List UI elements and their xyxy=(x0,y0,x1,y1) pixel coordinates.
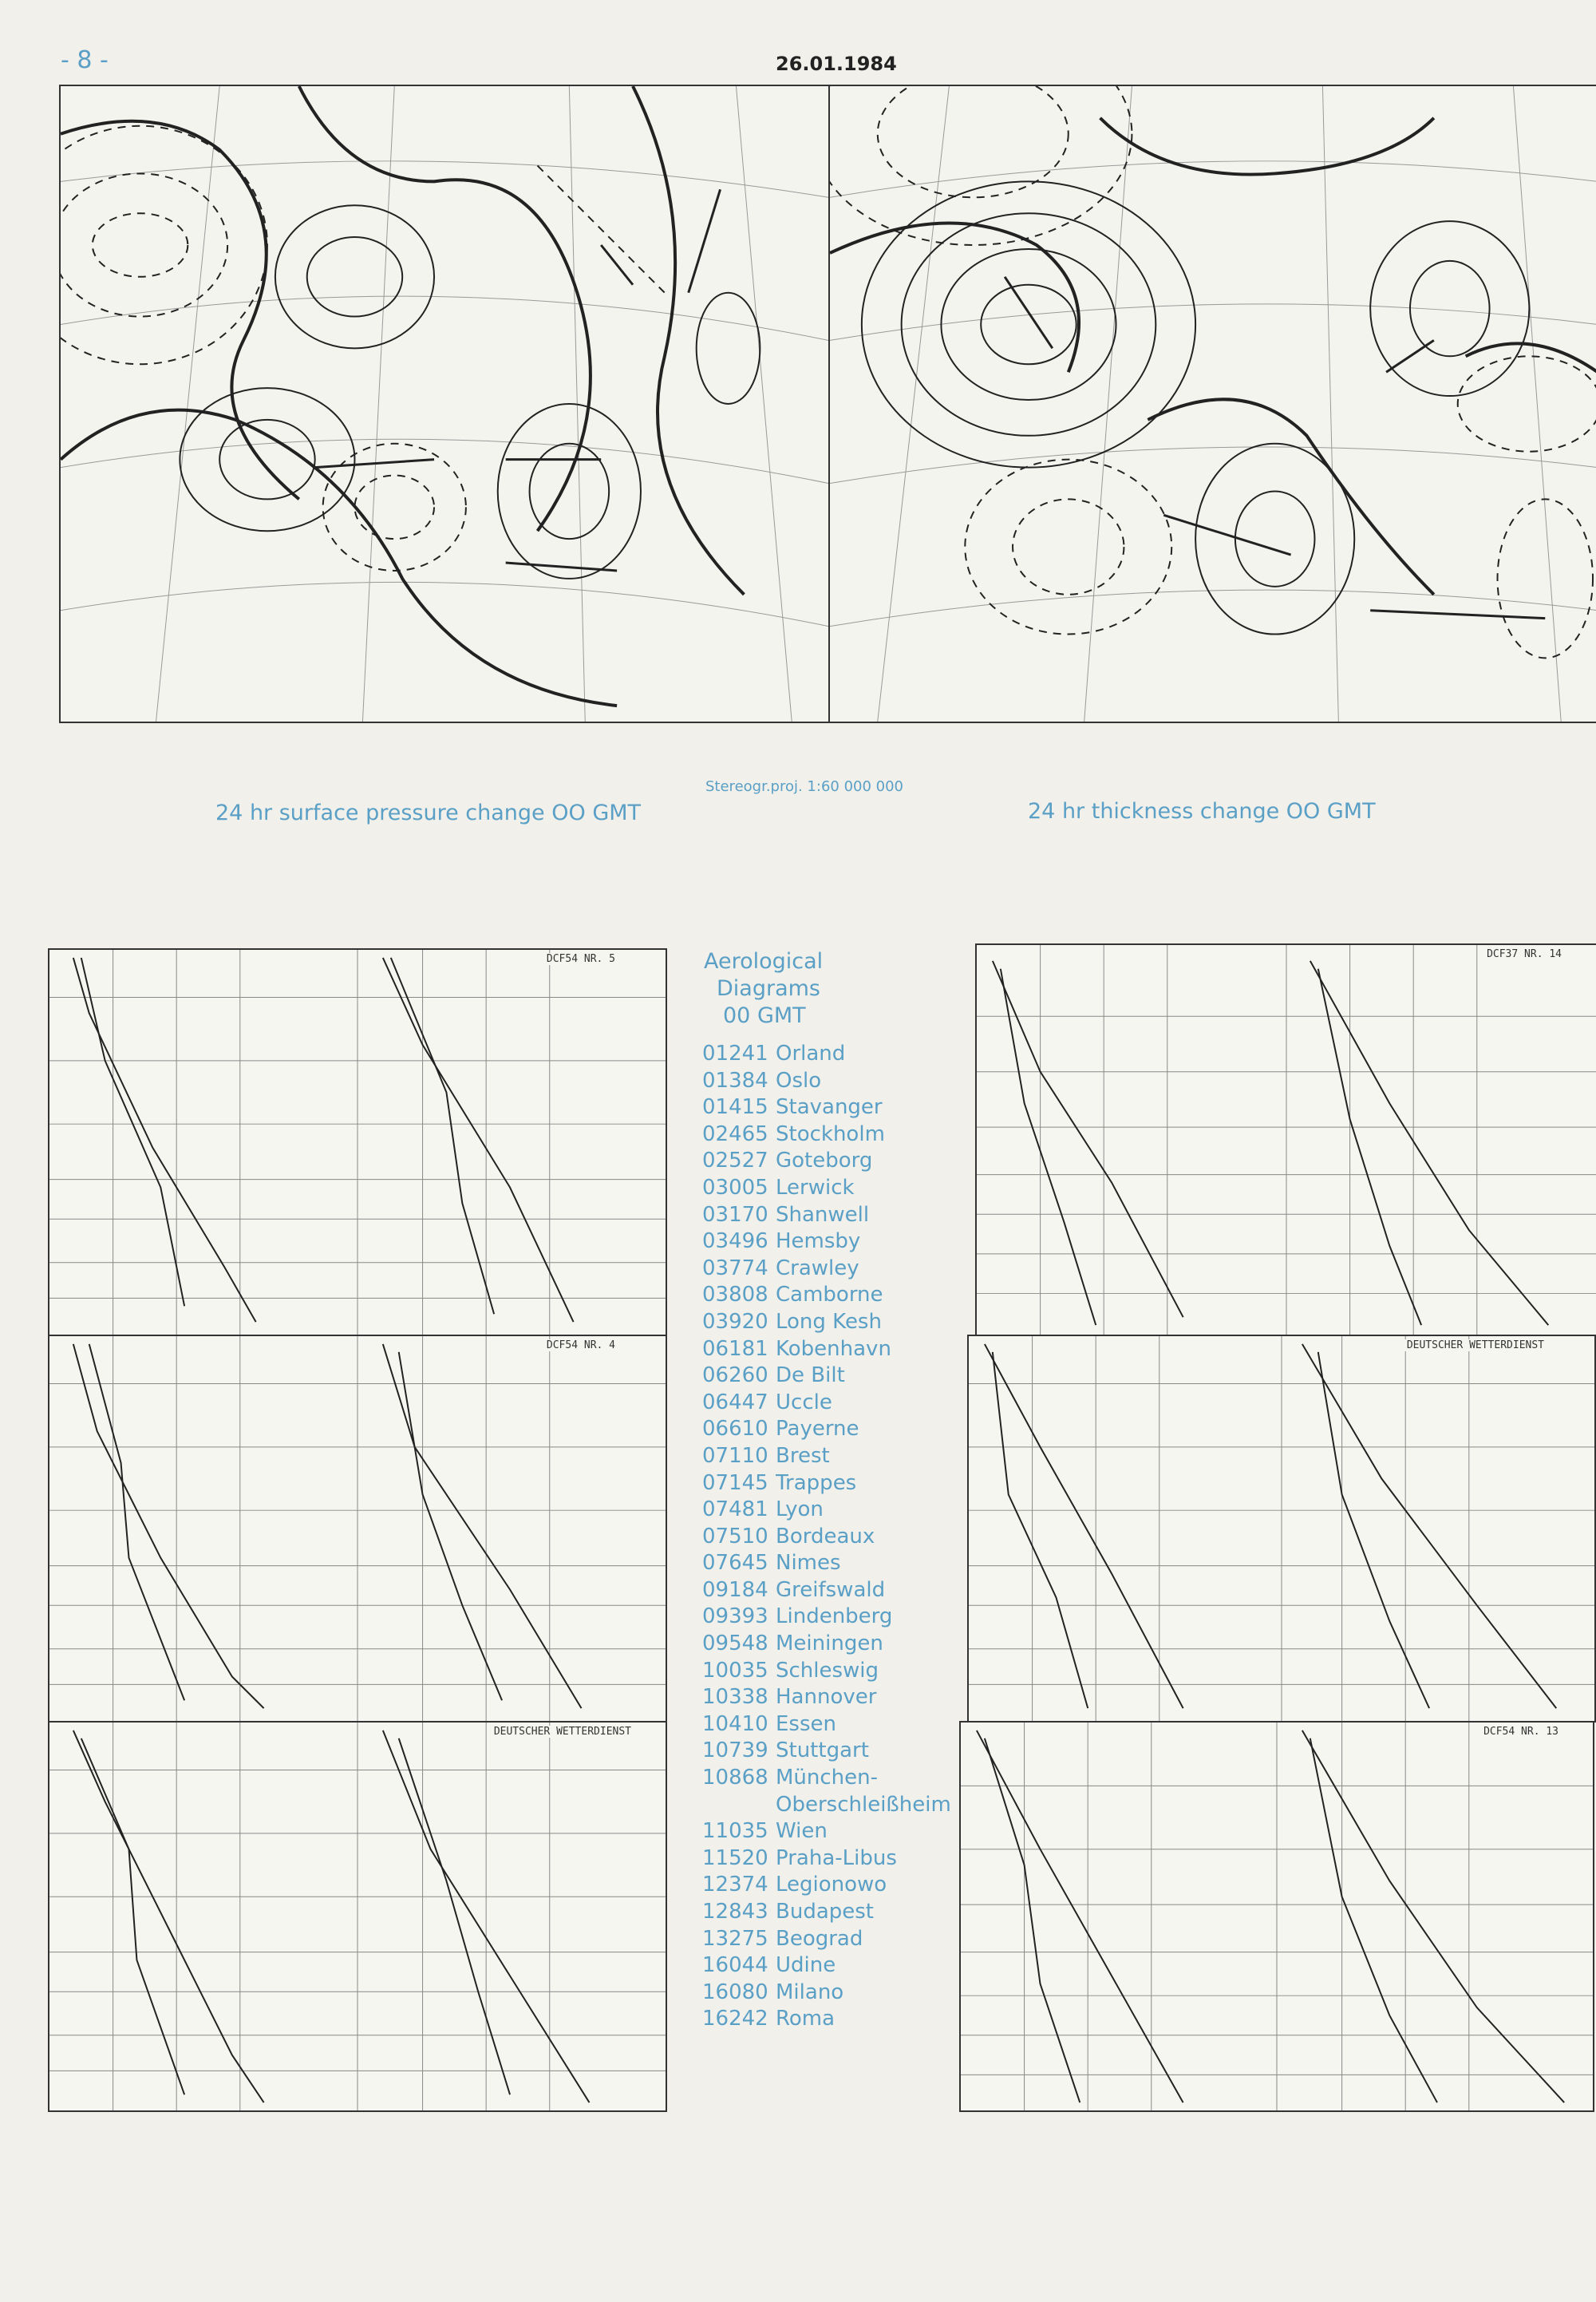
station-name: Hannover xyxy=(776,1685,877,1710)
station-name: Nimes xyxy=(776,1551,841,1576)
station-name: Shanwell xyxy=(776,1202,870,1227)
station-code: 03920 xyxy=(702,1309,768,1334)
station-row xyxy=(702,1041,950,1068)
station-name: Oslo xyxy=(776,1068,822,1093)
station-name: Crawley xyxy=(776,1256,859,1280)
station-code: 10338 xyxy=(702,1685,768,1710)
station-name: Schleswig xyxy=(776,1658,879,1683)
station-row xyxy=(702,1952,950,1980)
aerological-diagram-left-bottom xyxy=(48,1721,667,2112)
station-name: Long Kesh xyxy=(776,1309,882,1334)
station-row xyxy=(702,1068,950,1095)
station-name: München- xyxy=(776,1766,879,1790)
station-row xyxy=(702,1443,950,1470)
diagram-label: DEUTSCHER WETTERDIENST xyxy=(492,1726,634,1738)
station-code: 09393 xyxy=(702,1604,768,1629)
station-name: Legionowo xyxy=(776,1873,887,1897)
station-name: Greifswald xyxy=(776,1577,886,1602)
aerological-diagram-right-top xyxy=(975,943,1596,1338)
station-list xyxy=(702,1041,950,2033)
station-code: 01415 xyxy=(702,1095,768,1120)
station-name: Budapest xyxy=(776,1900,874,1924)
station-name: Lerwick xyxy=(776,1175,855,1200)
station-code: 01384 xyxy=(702,1068,768,1093)
station-row xyxy=(702,1631,950,1658)
station-code: 07481 xyxy=(702,1497,768,1522)
station-code: 10868 xyxy=(702,1766,768,1790)
station-name: Roma xyxy=(776,2007,836,2031)
station-name: Praha-Libus xyxy=(776,1845,897,1870)
aerological-diagrams-legend xyxy=(702,948,950,2033)
legend-title-line: Diagrams xyxy=(717,976,820,1001)
station-row xyxy=(702,1390,950,1417)
station-code xyxy=(702,1792,776,1819)
station-row xyxy=(702,1175,950,1202)
station-code: 06181 xyxy=(702,1336,768,1361)
diagram-label: DCF54 NR. 13 xyxy=(1481,1726,1561,1738)
station-name: Payerne xyxy=(776,1417,859,1442)
station-row xyxy=(702,1845,950,1873)
station-code: 10035 xyxy=(702,1658,768,1683)
station-code: 10739 xyxy=(702,1738,768,1763)
station-row xyxy=(702,1256,950,1283)
station-row xyxy=(702,1121,950,1149)
station-name: Uccle xyxy=(776,1390,832,1414)
station-row xyxy=(702,1684,950,1711)
legend-title xyxy=(704,948,950,1030)
station-row xyxy=(702,1818,950,1845)
station-name: Bordeaux xyxy=(776,1524,875,1549)
station-row xyxy=(702,1872,950,1899)
station-code: 07110 xyxy=(702,1443,768,1468)
station-code: 11520 xyxy=(702,1845,768,1870)
station-code: 13275 xyxy=(702,1926,768,1951)
station-name: Camborne xyxy=(776,1283,883,1307)
station-row xyxy=(702,1577,950,1604)
station-row xyxy=(702,1604,950,1631)
station-row xyxy=(702,1094,950,1121)
diagram-label: DCF54 NR. 4 xyxy=(544,1339,618,1351)
station-row xyxy=(702,1148,950,1175)
station-code: 10410 xyxy=(702,1711,768,1736)
left-map-caption: 24 hr surface pressure change OO GMT xyxy=(215,801,642,825)
station-code: 09184 xyxy=(702,1577,768,1602)
station-name: Brest xyxy=(776,1443,830,1468)
station-code: 16044 xyxy=(702,1953,768,1978)
station-code: 03808 xyxy=(702,1283,768,1307)
diagram-label: DCF54 NR. 5 xyxy=(544,953,618,965)
station-row xyxy=(702,1524,950,1551)
diagram-label: DCF37 NR. 14 xyxy=(1484,948,1564,960)
station-row xyxy=(702,1416,950,1443)
station-code: 12843 xyxy=(702,1900,768,1924)
station-code: 03774 xyxy=(702,1256,768,1280)
aerological-diagram-right-mid xyxy=(967,1335,1596,1723)
station-row xyxy=(702,1926,950,1953)
station-name: Udine xyxy=(776,1953,836,1978)
legend-title-line: 00 GMT xyxy=(723,1003,806,1028)
station-row xyxy=(702,1765,950,1792)
station-code: 09548 xyxy=(702,1632,768,1656)
station-code: 07645 xyxy=(702,1551,768,1576)
station-code: 07510 xyxy=(702,1524,768,1549)
station-row xyxy=(702,1282,950,1309)
station-row xyxy=(702,1550,950,1577)
station-code: 11035 xyxy=(702,1819,768,1844)
thickness-change-map xyxy=(828,85,1596,723)
station-row xyxy=(702,1980,950,2007)
station-row xyxy=(702,1497,950,1524)
station-row xyxy=(702,1336,950,1363)
aerological-diagram-right-bottom xyxy=(959,1721,1594,2112)
station-name: Goteborg xyxy=(776,1149,873,1173)
station-row xyxy=(702,2006,950,2033)
station-code: 06447 xyxy=(702,1390,768,1414)
station-name: Milano xyxy=(776,1980,844,2004)
station-row xyxy=(702,1363,950,1390)
station-name: Oberschleißheim xyxy=(776,1792,951,1817)
station-name: De Bilt xyxy=(776,1363,845,1388)
station-row xyxy=(702,1711,950,1738)
station-code: 07145 xyxy=(702,1470,768,1495)
projection-note: Stereogr.proj. 1:60 000 000 xyxy=(705,778,904,795)
station-name: Stavanger xyxy=(776,1095,883,1120)
station-row xyxy=(702,1309,950,1336)
station-row xyxy=(702,1658,950,1685)
station-code: 03005 xyxy=(702,1175,768,1200)
station-row xyxy=(702,1792,950,1819)
page-date: 26.01.1984 xyxy=(776,53,897,75)
station-row xyxy=(702,1202,950,1229)
station-code: 01241 xyxy=(702,1042,768,1066)
station-name: Orland xyxy=(776,1042,846,1066)
page-number: - 8 - xyxy=(61,46,109,74)
station-code: 16080 xyxy=(702,1980,768,2004)
station-row xyxy=(702,1738,950,1765)
station-name: Meiningen xyxy=(776,1632,883,1656)
station-name: Kobenhavn xyxy=(776,1336,891,1361)
station-name: Wien xyxy=(776,1819,828,1844)
station-name: Trappes xyxy=(776,1470,857,1495)
station-code: 06610 xyxy=(702,1417,768,1442)
station-code: 03496 xyxy=(702,1229,768,1254)
station-code: 03170 xyxy=(702,1202,768,1227)
aerological-diagram-left-top xyxy=(48,948,667,1336)
station-name: Lindenberg xyxy=(776,1604,893,1629)
station-name: Stuttgart xyxy=(776,1738,869,1763)
station-code: 16242 xyxy=(702,2007,768,2031)
aerological-diagram-left-mid xyxy=(48,1335,667,1723)
station-name: Beograd xyxy=(776,1926,863,1951)
surface-pressure-change-map xyxy=(59,85,830,723)
station-name: Lyon xyxy=(776,1497,824,1522)
station-code: 12374 xyxy=(702,1873,768,1897)
station-row xyxy=(702,1228,950,1256)
right-map-caption: 24 hr thickness change OO GMT xyxy=(1028,799,1376,824)
station-code: 02465 xyxy=(702,1121,768,1146)
station-row xyxy=(702,1899,950,1926)
station-code: 06260 xyxy=(702,1363,768,1388)
legend-title-line: Aerological xyxy=(704,949,824,974)
station-code: 02527 xyxy=(702,1149,768,1173)
station-name: Stockholm xyxy=(776,1121,885,1146)
station-name: Essen xyxy=(776,1711,836,1736)
station-name: Hemsby xyxy=(776,1229,861,1254)
diagram-label: DEUTSCHER WETTERDIENST xyxy=(1404,1339,1547,1351)
station-row xyxy=(702,1470,950,1497)
